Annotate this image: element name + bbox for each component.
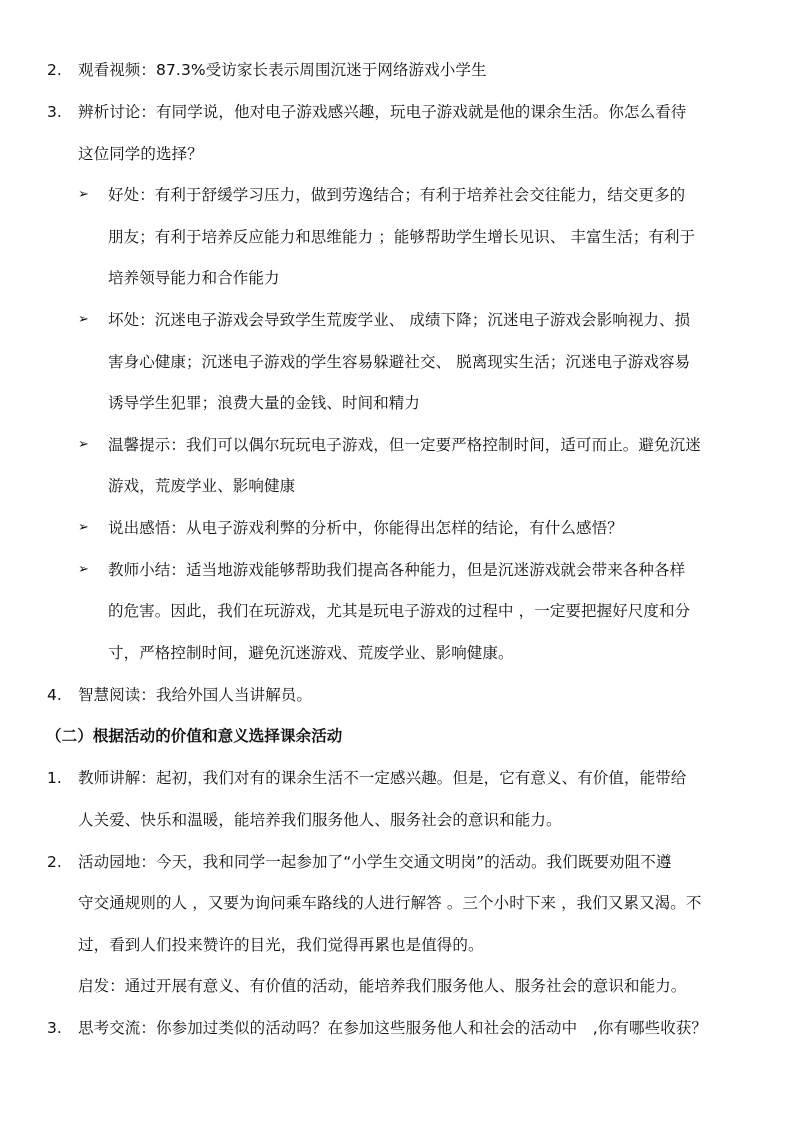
bullet-item-text: 的危害。因此，我们在玩游戏，尤其是玩电子游戏的过程中 ，一定要把握好尺度和分: [108, 602, 691, 620]
bullet-arrow-icon: ➢: [78, 187, 89, 202]
list-number: 2.: [47, 853, 62, 871]
bullet-arrow-icon: ➢: [78, 437, 89, 452]
bullet-arrow-icon: ➢: [78, 312, 89, 327]
list-item-text: 观看视频：87.3%受访家长表示周围沉迷于网络游戏小学生: [78, 61, 487, 79]
bullet-item-text: 说出感悟：从电子游戏利弊的分析中，你能得出怎样的结论，有什么感悟？: [108, 519, 623, 537]
bullet-item-text: 温馨提示：我们可以偶尔玩玩电子游戏，但一定要严格控制时间，适可而止。避免沉迷: [108, 436, 701, 454]
list-item-text: 辨析讨论：有同学说，他对电子游戏感兴趣，玩电子游戏就是他的课余生活。你怎么看待: [78, 103, 687, 121]
bullet-arrow-icon: ➢: [78, 562, 89, 577]
bullet-item-text: 害身心健康；沉迷电子游戏的学生容易躲避社交、 脱离现实生活；沉迷电子游戏容易: [108, 353, 691, 371]
bullet-item-text: 坏处：沉迷电子游戏会导致学生荒废学业、 成绩下降；沉迷电子游戏会影响视力、损: [108, 311, 691, 329]
list-item-text: 过，看到人们投来赞许的目光，我们觉得再累也是值得的。: [78, 936, 484, 954]
list-number: 3.: [47, 103, 62, 121]
bullet-arrow-icon: ➢: [78, 520, 89, 535]
list-number: 1.: [47, 769, 62, 787]
bullet-item-text: 培养领导能力和合作能力: [108, 269, 280, 287]
list-item-text: 活动园地：今天，我和同学一起参加了“小学生交通文明岗”的活动。我们既要劝阻不遵: [78, 853, 672, 871]
list-item-text: 这位同学的选择？: [78, 145, 203, 163]
bullet-item-text: 诱导学生犯罪；浪费大量的金钱、时间和精力: [108, 394, 421, 412]
list-item-text: 教师讲解：起初，我们对有的课余生活不一定感兴趣。但是，它有意义、有价值，能带给: [78, 769, 687, 787]
bullet-item-text: 好处：有利于舒缓学习压力，做到劳逸结合；有利于培养社会交往能力，结交更多的: [108, 186, 686, 204]
list-number: 2.: [47, 61, 62, 79]
list-number: 4.: [47, 686, 62, 704]
list-item-text: 守交通规则的人 ，又要为询问乘车路线的人进行解答 。三个小时下来 ，我们又累又渴。不: [78, 894, 702, 912]
list-item-text: 智慧阅读：我给外国人当讲解员。: [78, 686, 313, 704]
list-number: 3.: [47, 1019, 62, 1037]
section-heading: （二）根据活动的价值和意义选择课余活动: [46, 727, 343, 745]
bullet-item-text: 教师小结：适当地游戏能够帮助我们提高各种能力，但是沉迷游戏就会带来各种各样: [108, 561, 686, 579]
bullet-item-text: 游戏，荒废学业、影响健康: [108, 477, 296, 495]
bullet-item-text: 朋友；有利于培养反应能力和思维能力 ；能够帮助学生增长见识、 丰富生活；有利于: [108, 228, 696, 246]
bullet-item-text: 寸，严格控制时间，避免沉迷游戏、荒废学业、影响健康。: [108, 644, 514, 662]
list-item-text: 人关爱、快乐和温暖，能培养我们服务他人、服务社会的意识和能力。: [78, 811, 562, 829]
list-item-text: 思考交流：你参加过类似的活动吗？在参加这些服务他人和社会的活动中 ,你有哪些收获？: [78, 1019, 708, 1037]
list-item-text: 启发：通过开展有意义、有价值的活动，能培养我们服务他人、服务社会的意识和能力。: [78, 977, 687, 995]
